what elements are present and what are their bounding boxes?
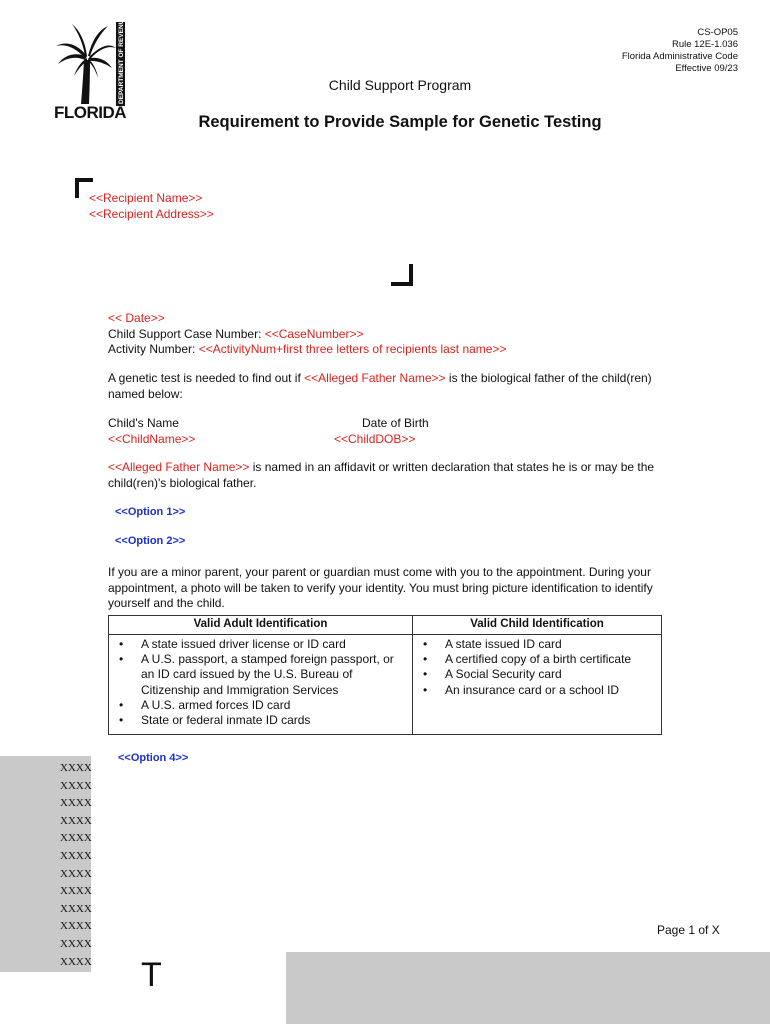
logo-wordmark: FLORIDA [54,103,127,122]
child-id-cell [413,635,662,735]
intro-alleged-father: <<Alleged Father Name>> [304,371,446,385]
option-2-placeholder: <<Option 2>> [115,535,186,547]
footer-tee-mark: T [141,956,162,994]
list-item: XXXX [60,867,92,880]
intro-text-post: is the biological father of the child(ren) named below: [108,371,652,401]
adult-id-list [109,637,408,728]
list-item: • A state issued driver license or ID card [141,637,408,652]
list-item: XXXX [60,902,92,915]
footer-gray-block [286,952,770,1024]
case-number-line [108,327,688,343]
form-code: CS-OP05 [697,27,738,38]
child-name-header: Child's Name [108,416,179,430]
list-item: XXXX [60,814,92,827]
list-item: XXXX [60,779,92,792]
case-number-value: <<CaseNumber>> [264,326,364,341]
activity-number-value: <<ActivityNum+first three letters of recipients last name>> [198,342,507,356]
list-item: • A state issued ID card [445,637,657,652]
activity-number-label: Activity Number: [108,342,199,356]
recipient-address: <<Recipient Address>> [89,206,214,221]
list-item: • A Social Security card [445,667,657,682]
form-rule: Rule 12E-1.036 [671,39,738,50]
adult-id-cell [109,635,413,735]
identification-table [108,615,662,735]
page-number: Page 1 of X [657,923,720,937]
case-number-label: Child Support Case Number: [108,326,265,341]
adult-id-header: Valid Adult Identification [109,616,413,635]
option-1-placeholder: <<Option 1>> [115,506,186,518]
form-meta [622,27,738,75]
child-dob-header: Date of Birth [362,416,429,430]
logo-side-text: DEPARTMENT OF REVENUE [118,20,125,104]
program-name: Child Support Program [328,77,472,93]
xxxx-code-list [60,760,92,971]
list-item: XXXX [60,762,92,774]
activity-number-line [108,342,688,358]
intro-text-pre: A genetic test is needed to find out if [108,371,305,385]
form-code-source: Florida Administrative Code [621,51,738,62]
list-item: XXXX [60,920,92,933]
case-info [108,311,688,358]
list-item: XXXX [60,797,92,810]
address-window-corner-bottom-right [391,264,413,286]
affidavit-text: is named in an affidavit or written declaration that states he is or may be the child(ren)'s biological father. [108,460,655,490]
list-item: XXXX [60,849,92,862]
list-item: • An insurance card or a school ID [445,683,657,698]
recipient-block [89,191,214,222]
form-effective-date: Effective 09/23 [675,63,738,74]
list-item: XXXX [60,885,92,898]
list-item: XXXX [60,955,92,968]
child-info [108,416,688,447]
table-header-row [109,616,662,635]
child-id-list [413,637,657,698]
list-item: • A U.S. passport, a stamped foreign passport, or an ID card issued by the U.S. Bureau of Citizenship and Immigration Services [141,652,408,698]
child-dob-value: <<ChildDOB>> [334,431,416,446]
child-id-header: Valid Child Identification [413,616,662,635]
palm-tree-icon [54,20,126,106]
recipient-name: <<Recipient Name>> [89,191,203,205]
intro-paragraph [108,371,688,402]
affidavit-alleged-father: <<Alleged Father Name>> [108,460,250,474]
list-item: XXXX [60,832,92,845]
page-title: Requirement to Provide Sample for Genetic Testing [198,113,602,131]
list-item: XXXX [60,937,92,950]
list-item: • A certified copy of a birth certificate [445,652,657,667]
affidavit-paragraph [108,460,688,491]
option-4-placeholder: <<Option 4>> [118,752,189,764]
minor-parent-paragraph: If you are a minor parent, your parent or guardian must come with you to the appointment. During your appointment, a photo will be taken to verify your identity. You must bring picture identification to identify yourself and the child. [108,565,653,610]
list-item: • State or federal inmate ID cards [141,713,408,728]
table-row [109,635,662,735]
list-item: • A U.S. armed forces ID card [141,698,408,713]
letter-date: << Date>> [108,311,165,325]
child-name-value: <<ChildName>> [108,431,196,446]
